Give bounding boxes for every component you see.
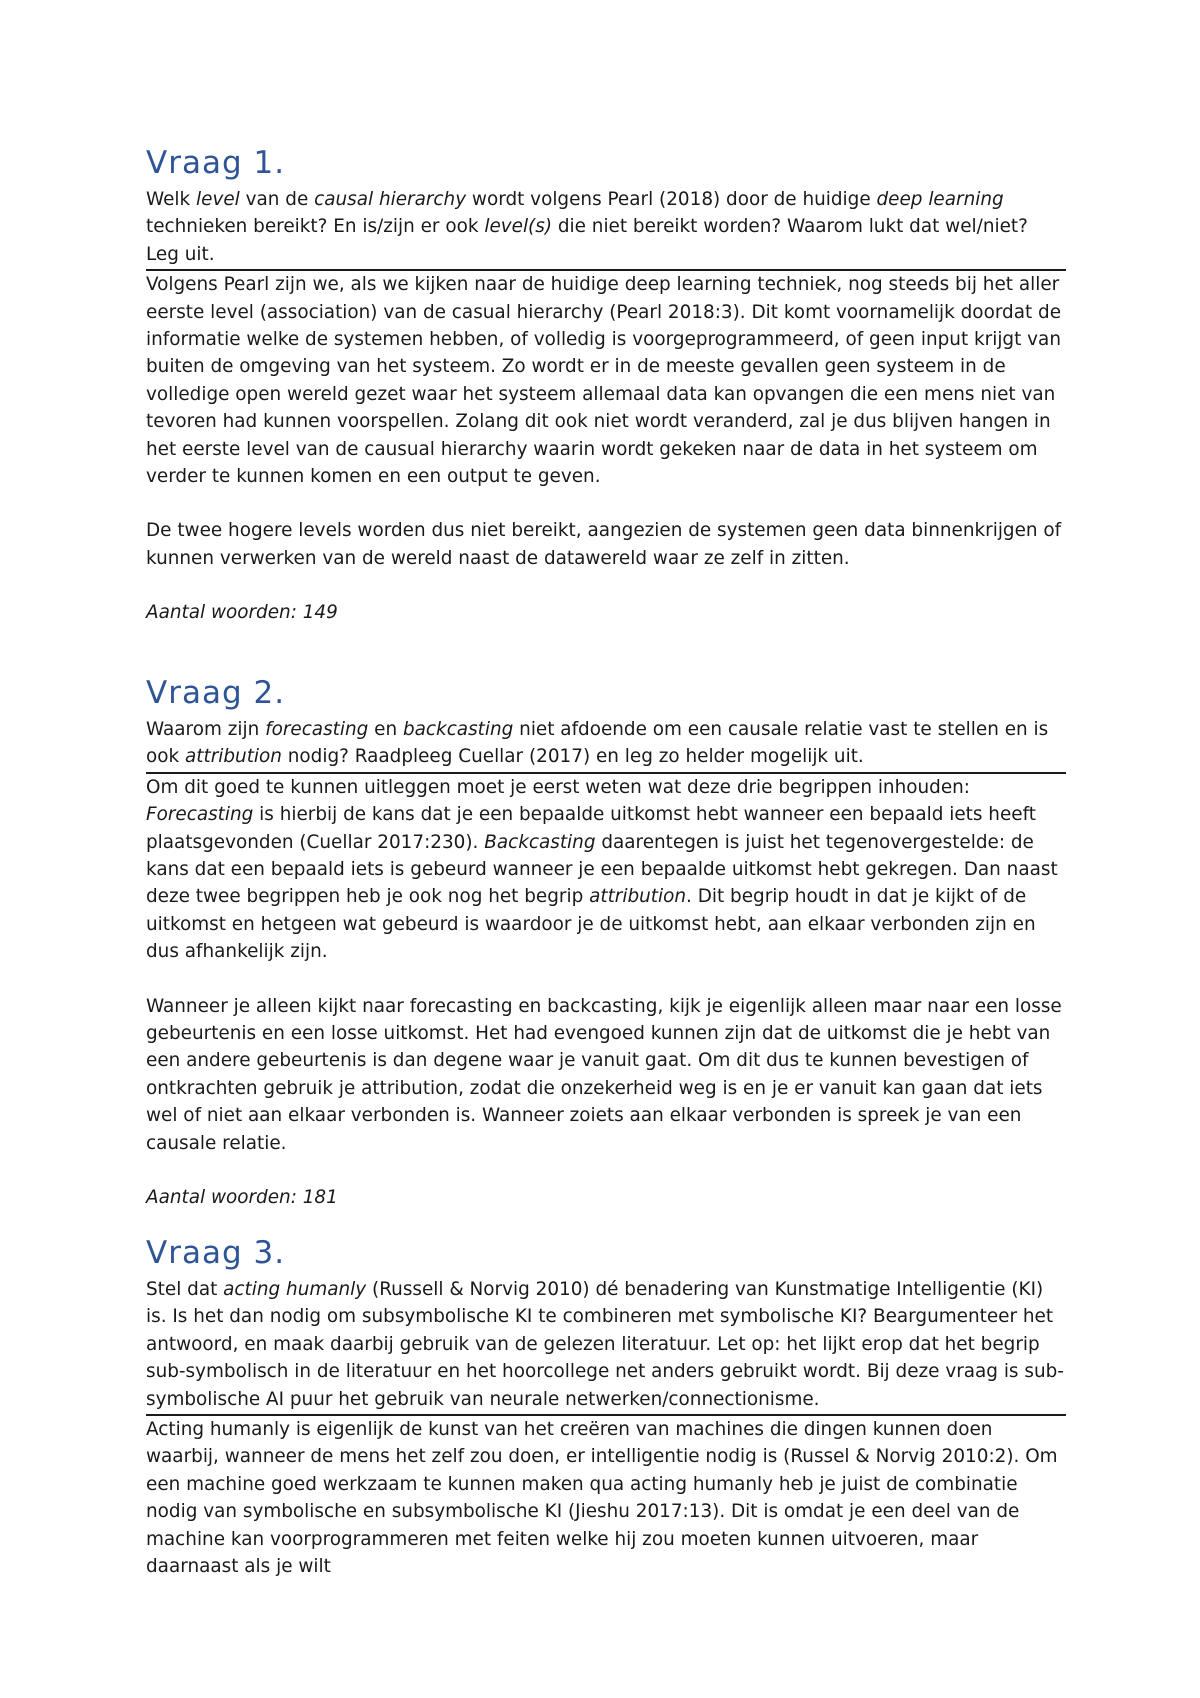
text-run: Stel dat bbox=[146, 1279, 224, 1300]
italic-term: acting humanly bbox=[223, 1279, 367, 1300]
text-run: en bbox=[368, 719, 403, 740]
italic-term: backcasting bbox=[402, 719, 514, 740]
answer-paragraph bbox=[146, 517, 1066, 572]
section-vraag-2 bbox=[146, 674, 1066, 1212]
text-run: niet afdoende om een causale relatie vast te stellen en is ook bbox=[146, 719, 1049, 768]
text-run: Acting humanly is eigenlijk de kunst van het creëren van machines die dingen kunnen doen waarbij, wanneer de mens het zelf zou doen, er intelligentie nodig is (Russel & Norvig 2010:2). Om een machine goed werkzaam te kunnen maken qua acting humanly heb je juist de combinatie nodig van symbolische en subsymbolische KI (Jieshu 2017:13). Dit is omdat je een deel van de machine kan voorprogrammeren met feiten welke hij zou moeten kunnen uitvoeren, maar daarnaast als je wilt bbox=[146, 1419, 1058, 1578]
italic-term: attribution bbox=[589, 886, 687, 908]
text-run: is hierbij de kans dat je een bepaalde uitkomst hebt wanneer een bepaald iets heeft plaatsgevonden (Cuellar 2017:230). bbox=[146, 804, 1036, 853]
italic-term: level bbox=[196, 189, 240, 210]
text-run: Volgens Pearl zijn we, als we kijken naar de huidige deep learning techniek, nog steeds bij het aller eerste level (association) van de casual hierarchy (Pearl 2018:3). Dit komt voornamelijk doordat de informatie welke de systemen hebben, of volledig is voorgeprogrammeerd, of geen input krijgt van buiten de omgeving van het systeem. Zo wordt er in de meeste gevallen geen systeem in de volledige open wereld gezet waar het systeem allemaal data kan opvangen die een mens niet van tevoren had kunnen voorspellen. Zolang dit ook niet wordt veranderd, zal je dus blijven hangen in het eerste level van de causual hierarchy waarin wordt gekeken naar de data in het systeem om verder te kunnen komen en een output te geven. bbox=[146, 274, 1062, 488]
section-heading: Vraag 2. bbox=[146, 675, 286, 711]
italic-term: deep learning bbox=[876, 189, 1004, 210]
italic-term: forecasting bbox=[265, 719, 369, 740]
text-run: wordt volgens Pearl (2018) door de huidige bbox=[466, 189, 877, 210]
text-run: Waarom zijn bbox=[146, 719, 266, 740]
answer-paragraph bbox=[146, 1416, 1066, 1580]
text-run: . Dit begrip houdt in dat je kijkt of de uitkomst en hetgeen wat gebeurd is waardoor je de uitkomst hebt, aan elkaar verbonden zijn en dus afhankelijk zijn. bbox=[146, 886, 1036, 963]
italic-term: level(s) bbox=[484, 216, 552, 238]
text-run: De twee hogere levels worden dus niet bereikt, aangezien de systemen geen data binnenkrijgen of kunnen verwerken van de wereld naast de datawereld waar ze zelf in zitten. bbox=[146, 520, 1062, 569]
text-run: Welk bbox=[146, 189, 197, 210]
italic-term: attribution bbox=[185, 746, 282, 768]
text-run: technieken bereikt? En is/zijn er ook bbox=[146, 216, 485, 238]
text-run: Om dit goed te kunnen uitleggen moet je eerst weten wat deze drie begrippen inhouden: bbox=[146, 776, 970, 798]
word-count: Aantal woorden: 181 bbox=[146, 1187, 338, 1209]
text-run: nodig? Raadpleeg Cuellar (2017) en leg zo helder mogelijk uit. bbox=[281, 746, 864, 768]
word-count: Aantal woorden: 149 bbox=[146, 602, 338, 624]
italic-term: causal hierarchy bbox=[314, 189, 467, 210]
answer-paragraph bbox=[146, 271, 1066, 490]
text-run: daarentegen is juist het tegenovergestelde: de kans dat een bepaald iets is gebeurd wanneer je een bepaalde uitkomst hebt gekregen. Dan naast deze twee begrippen heb je ook nog het begrip bbox=[146, 831, 1058, 908]
section-vraag-1 bbox=[146, 144, 1066, 627]
question-text bbox=[146, 186, 1066, 271]
answer-paragraph bbox=[146, 774, 1066, 966]
text-run: (Russell & Norvig 2010) dé benadering van Kunstmatige Intelligentie (KI) is. Is het dan nodig om subsymbolische KI te combineren met symbolische KI? Beargumenteer het antwoord, en maak daarbij gebruik van de gelezen literatuur. Let op: het lijkt erop dat het begrip sub-symbolisch in de literatuur en het hoorcollege net anders gebruikt wordt. Bij deze vraag is sub-symbolische AI puur het gebruik van neurale netwerken/connectionisme. bbox=[146, 1279, 1064, 1410]
question-text bbox=[146, 716, 1066, 774]
text-run: die niet bereikt worden? Waarom lukt dat wel/niet? Leg uit. bbox=[146, 216, 1028, 265]
question-text bbox=[146, 1276, 1066, 1416]
text-run: van de bbox=[239, 189, 315, 210]
italic-term: Forecasting bbox=[146, 804, 254, 826]
italic-term: Backcasting bbox=[484, 831, 596, 853]
section-vraag-3 bbox=[146, 1234, 1066, 1580]
answer-paragraph bbox=[146, 993, 1066, 1157]
text-run: Wanneer je alleen kijkt naar forecasting en backcasting, kijk je eigenlijk alleen maar naar een losse gebeurtenis en een losse uitkomst. Het had evengoed kunnen zijn dat de uitkomst die je hebt van een andere gebeurtenis is dan degene waar je vanuit gaat. Om dit dus te kunnen bevestigen of ontkrachten gebruik je attribution, zodat die onzekerheid weg is en je er vanuit kan gaan dat iets wel of niet aan elkaar verbonden is. Wanneer zoiets aan elkaar verbonden is spreek je van een causale relatie. bbox=[146, 995, 1062, 1154]
section-heading: Vraag 3. bbox=[146, 1235, 286, 1271]
section-heading: Vraag 1. bbox=[146, 145, 286, 181]
